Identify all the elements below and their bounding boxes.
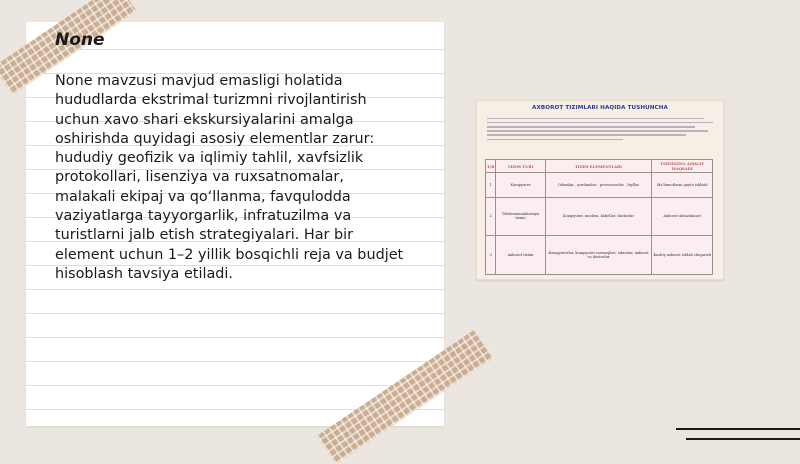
table-header-cell: TIZIM ELEMENTLARI bbox=[545, 160, 652, 173]
table-cell: 2 bbox=[486, 197, 496, 236]
table-cell: Odamlar , qurilmalar , protsessorlar , fayllar bbox=[545, 173, 652, 198]
table-cell: Kompyuter, modem, kabellar, dasturlar bbox=[545, 197, 652, 236]
table-row bbox=[486, 236, 713, 275]
note-body: None mavzusi mavjud emasligi holatida hududlarda ekstrimal turizmni rivojlantirish uchun xavo shari ekskursiyalarini amalga oshirishda quyidagi asosiy elementlar zarur: hududiy geofizik va iqlimiy tahlil, xavfsizlik protokollari, lisenziya va ruxsatnomalar, malakali ekipaj va qo‘llanma, favqulodda vaziyatlarga tayyorgarlik, infratuzilma va turistlarni jalb etish strategiyalari. Har bir element uchun 1–2 yillik bosqichli reja va budjet hisoblash tavsiya etiladi. bbox=[55, 73, 404, 282]
table-cell: Kasbiy axborot ishlab chiqarish bbox=[652, 236, 713, 275]
table-cell: 3 bbox=[486, 236, 496, 275]
table-cell: 1 bbox=[486, 173, 496, 198]
table-row bbox=[486, 173, 713, 198]
table-header-cell: TIZIMNING AMALIY MAQSADI bbox=[652, 160, 713, 173]
decorative-line bbox=[686, 438, 800, 440]
document-text-lines bbox=[487, 115, 713, 143]
table-cell: Ma'lumotlarni qayta ishlash bbox=[652, 173, 713, 198]
table-cell: Axborot almashinuvi bbox=[652, 197, 713, 236]
decorative-line bbox=[676, 428, 800, 430]
document-thumbnail bbox=[476, 100, 724, 280]
table-row bbox=[486, 197, 713, 236]
note-title: None bbox=[55, 30, 105, 50]
table-cell: Kompyuterlar, kompyuter tarmoqlari, odamlar, axborot va dasturlar bbox=[545, 236, 652, 275]
table-header-cell: TIZIM TURI bbox=[496, 160, 545, 173]
table-header-cell: T/R bbox=[486, 160, 496, 173]
document-table-header bbox=[486, 160, 713, 173]
table-cell: Axborot tizimi bbox=[496, 236, 545, 275]
document-table bbox=[485, 159, 713, 275]
document-title: AXBOROT TIZIMLARI HAQIDA TUSHUNCHA bbox=[532, 105, 668, 111]
table-cell: Telekommunikatsiya tizimi bbox=[496, 197, 545, 236]
table-cell: Kompyuter bbox=[496, 173, 545, 198]
